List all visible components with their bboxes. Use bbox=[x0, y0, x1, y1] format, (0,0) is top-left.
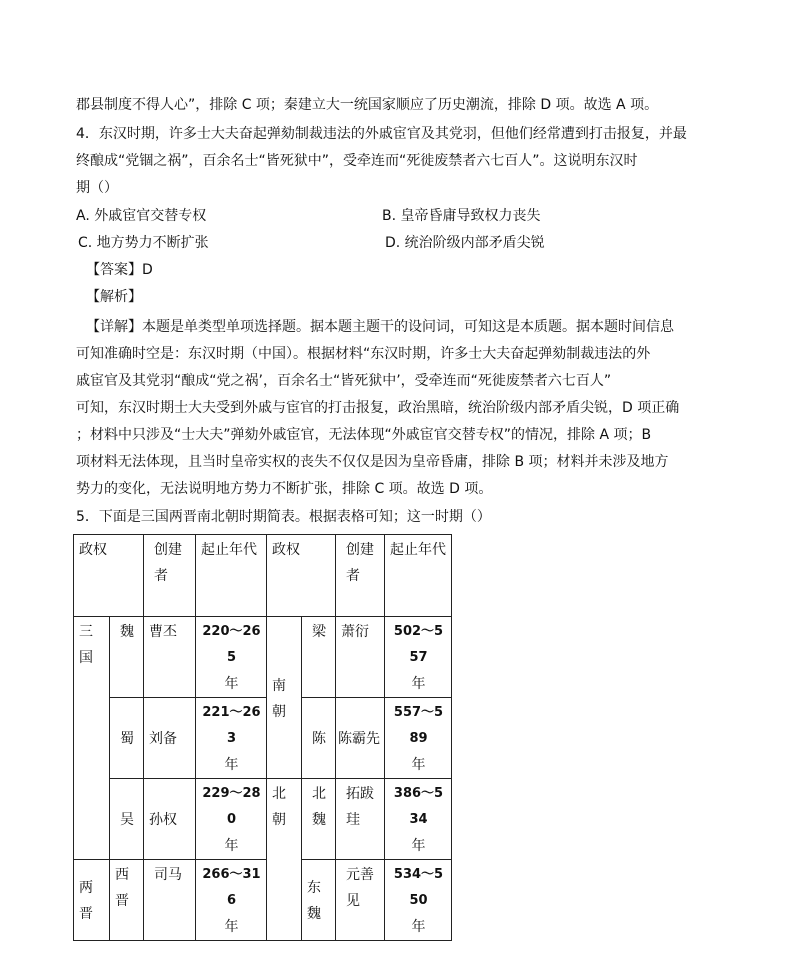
founder-cell: 曹丕 bbox=[144, 617, 196, 698]
years-unit: 年 bbox=[411, 757, 426, 773]
regime-cell: 陈 bbox=[302, 698, 336, 779]
era-cell: 北朝 bbox=[267, 779, 302, 941]
header-cell: 起止年代 bbox=[385, 535, 452, 617]
years-unit: 年 bbox=[411, 919, 426, 935]
regime-cell: 梁 bbox=[302, 617, 336, 698]
founder-cell: 陈霸先 bbox=[336, 698, 385, 779]
header-cell: 创建者 bbox=[144, 535, 196, 617]
years-cell bbox=[196, 779, 267, 860]
header-cell: 政权 bbox=[74, 535, 144, 617]
years-cell bbox=[196, 860, 267, 941]
years-unit: 年 bbox=[224, 919, 239, 935]
years-range: 534～550 bbox=[393, 867, 444, 908]
option-c: C. 地方势力不断扩张 bbox=[78, 235, 209, 251]
founder-cell: 拓跋珪 bbox=[336, 779, 385, 860]
founder-cell: 萧衍 bbox=[336, 617, 385, 698]
years-unit: 年 bbox=[224, 676, 239, 692]
table-row bbox=[74, 860, 452, 941]
answer-label: 【答案】D bbox=[86, 262, 153, 278]
founder-cell: 刘备 bbox=[144, 698, 196, 779]
analysis-label: 【解析】 bbox=[86, 289, 142, 305]
question-4-line: 4．东汉时期，许多士大夫奋起弹劾制裁违法的外戚宦官及其党羽，但他们经常遭到打击报复，并最 bbox=[76, 126, 687, 142]
years-range: 220～265 bbox=[202, 624, 261, 665]
question-4-line: 期（） bbox=[76, 180, 118, 196]
years-cell bbox=[385, 617, 452, 698]
detail-line: 可知，东汉时期士大夫受到外戚与宦官的打击报复，政治黑暗，统治阶级内部矛盾尖锐，D 项正确 bbox=[76, 400, 680, 416]
years-cell bbox=[385, 779, 452, 860]
years-cell bbox=[385, 860, 452, 941]
regime-cell: 魏 bbox=[110, 617, 144, 698]
founder-cell: 孙权 bbox=[144, 779, 196, 860]
years-range: 386～534 bbox=[393, 786, 444, 827]
years-cell bbox=[385, 698, 452, 779]
years-cell bbox=[196, 698, 267, 779]
years-range: 266～316 bbox=[202, 867, 261, 908]
years-unit: 年 bbox=[224, 757, 239, 773]
detail-line: ；材料中只涉及“士大夫”弹劾外戚宦官，无法体现“外戚宦官交替专权”的情况，排除 A 项；B bbox=[76, 427, 652, 443]
table-row bbox=[74, 617, 452, 698]
years-range: 229～280 bbox=[202, 786, 261, 827]
option-a: A. 外戚宦官交替专权 bbox=[76, 208, 207, 224]
table-row bbox=[74, 779, 452, 860]
years-unit: 年 bbox=[411, 838, 426, 854]
header-cell: 创建者 bbox=[336, 535, 385, 617]
era-cell: 两晋 bbox=[74, 860, 110, 941]
era-cell: 南朝 bbox=[267, 617, 302, 779]
table-row bbox=[74, 698, 452, 779]
option-b: B. 皇帝昏庸导致权力丧失 bbox=[382, 208, 541, 224]
years-range: 502～557 bbox=[393, 624, 444, 665]
era-cell: 三国 bbox=[74, 617, 110, 860]
regime-cell: 东魏 bbox=[302, 860, 336, 941]
question-5-line: 5．下面是三国两晋南北朝时期简表。根据表格可知；这一时期（） bbox=[76, 509, 491, 525]
detail-line: 戚宦官及其党羽“酿成“党之祸’，百余名士“皆死狱中’，受牵连而“死徙废禁者六七百人” bbox=[76, 373, 612, 389]
years-range: 557～589 bbox=[393, 705, 444, 746]
header-cell: 政权 bbox=[267, 535, 336, 617]
regime-cell: 吴 bbox=[110, 779, 144, 860]
founder-cell: 元善见 bbox=[336, 860, 385, 941]
table-header-row bbox=[74, 535, 452, 617]
dynasty-table bbox=[73, 534, 452, 941]
regime-cell: 北魏 bbox=[302, 779, 336, 860]
detail-line: 可知准确时空是：东汉时期（中国）。根据材料“东汉时期，许多士大夫奋起弹劾制裁违法的外 bbox=[76, 346, 651, 362]
detail-line: 项材料无法体现，且当时皇帝实权的丧失不仅仅是因为皇帝昏庸，排除 B 项；材料并未涉及地方 bbox=[76, 454, 669, 470]
years-unit: 年 bbox=[411, 676, 426, 692]
regime-cell: 西晋 bbox=[110, 860, 144, 941]
detail-line: 势力的变化，无法说明地方势力不断扩张，排除 C 项。故选 D 项。 bbox=[76, 481, 493, 497]
years-unit: 年 bbox=[224, 838, 239, 854]
years-cell bbox=[196, 617, 267, 698]
text-line: 郡县制度不得人心”，排除 C 项；秦建立大一统国家顺应了历史潮流，排除 D 项。故选 A 项。 bbox=[76, 97, 659, 113]
regime-cell: 蜀 bbox=[110, 698, 144, 779]
founder-cell: 司马 bbox=[144, 860, 196, 941]
detail-line: 【详解】本题是单类型单项选择题。据本题主题干的设问词，可知这是本质题。据本题时间信息 bbox=[86, 319, 674, 335]
option-d: D. 统治阶级内部矛盾尖锐 bbox=[385, 235, 545, 251]
header-cell: 起止年代 bbox=[196, 535, 267, 617]
years-range: 221～263 bbox=[202, 705, 261, 746]
question-4-line: 终酿成“党锢之祸”，百余名士“皆死狱中”，受牵连而“死徙废禁者六七百人”。这说明东汉时 bbox=[76, 153, 638, 169]
